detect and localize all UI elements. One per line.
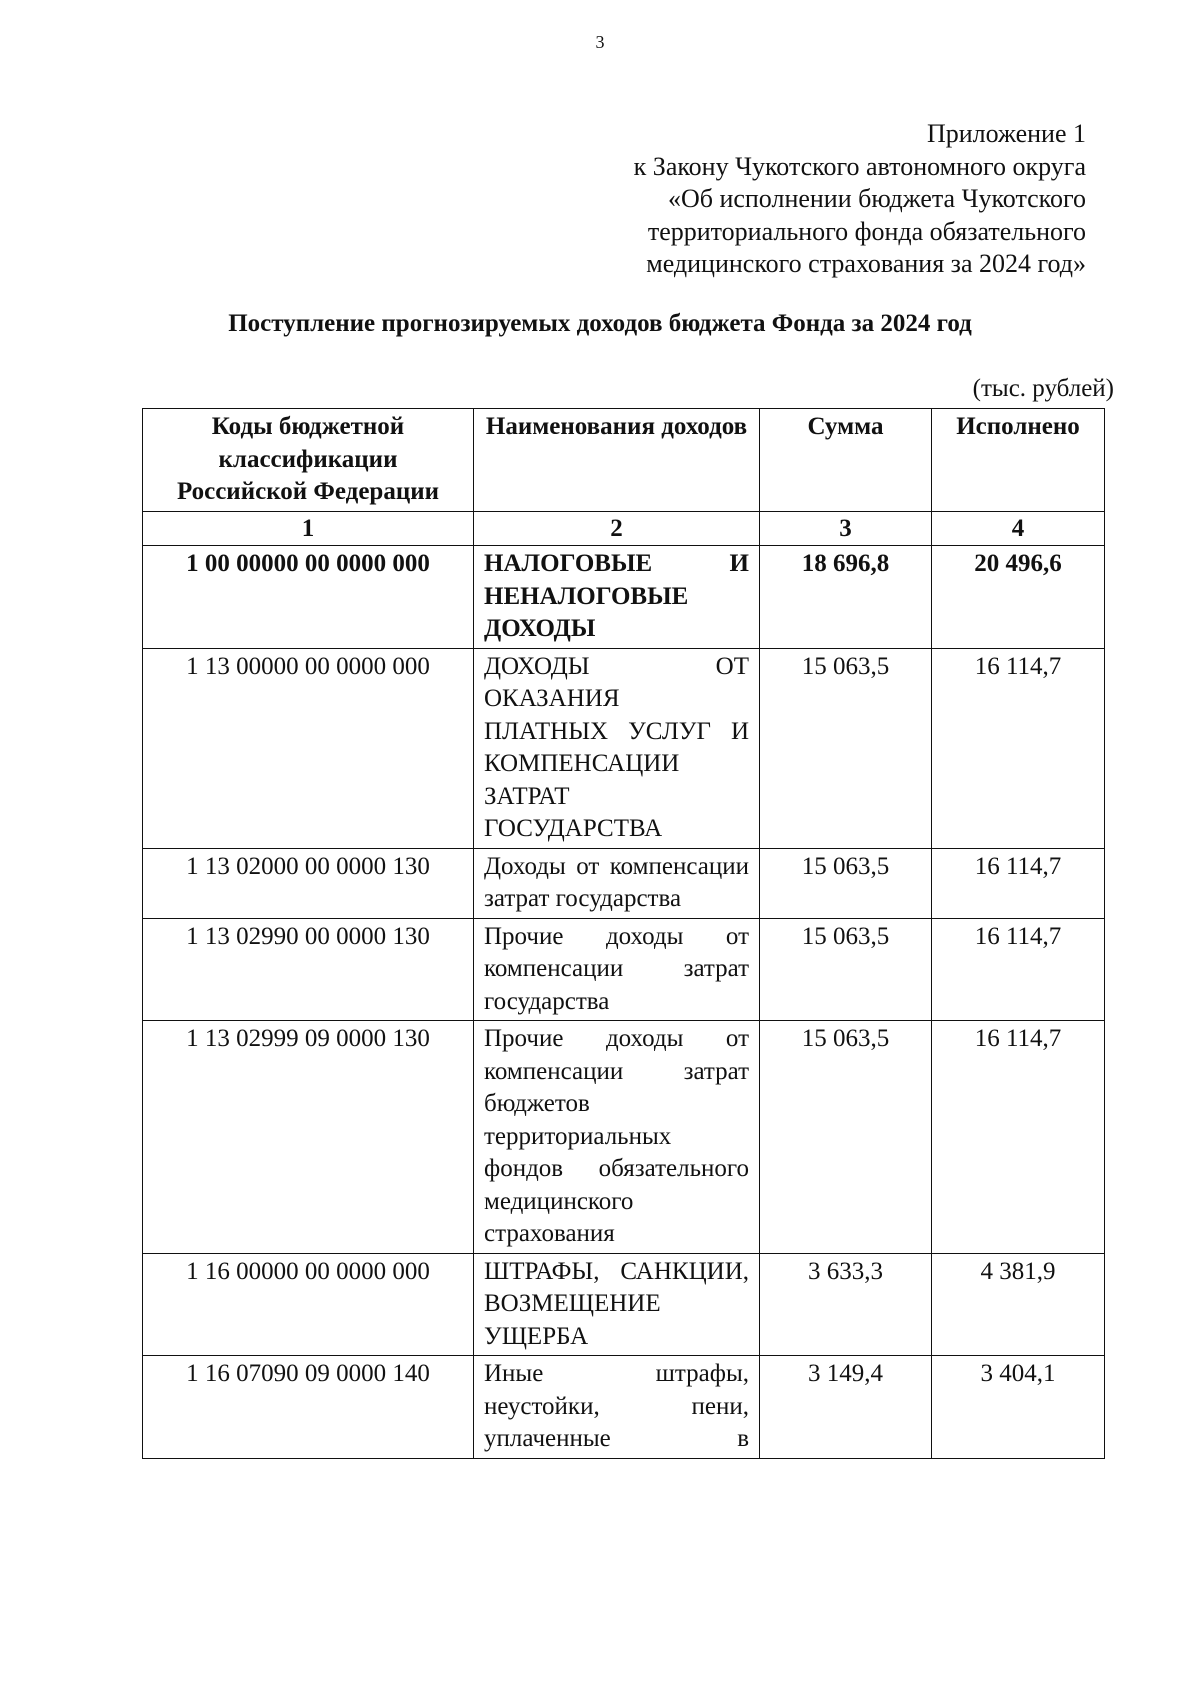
table-row: [143, 1253, 1105, 1356]
column-number: 3: [760, 511, 932, 546]
executed-sum: 3 404,1: [932, 1356, 1105, 1459]
budget-code: 1 13 02000 00 0000 130: [143, 848, 474, 918]
column-number-row: [143, 511, 1105, 546]
appendix-line: территориального фонда обязательного: [647, 216, 1086, 246]
table-header-row: [143, 409, 1105, 512]
table-row: [143, 848, 1105, 918]
budget-code: 1 16 07090 09 0000 140: [143, 1356, 474, 1459]
column-number: 2: [474, 511, 760, 546]
table-row: [143, 918, 1105, 1021]
executed-sum: 16 114,7: [932, 648, 1105, 848]
budget-code: 1 13 02990 00 0000 130: [143, 918, 474, 1021]
budget-code: 1 13 02999 09 0000 130: [143, 1021, 474, 1254]
executed-sum: 20 496,6: [932, 546, 1105, 649]
appendix-line: Приложение 1: [926, 119, 1086, 148]
planned-sum: 15 063,5: [760, 1021, 932, 1254]
table-row: [143, 1021, 1105, 1254]
income-name: Прочие доходы от компенсации затрат бюджетов территориальных фондов обязательного медицинского страхования: [474, 1021, 760, 1254]
appendix-line: медицинского страхования за 2024 год»: [646, 249, 1086, 278]
income-name: Прочие доходы от компенсации затрат государства: [474, 918, 760, 1021]
budget-code: 1 00 00000 00 0000 000: [143, 546, 474, 649]
planned-sum: 15 063,5: [760, 848, 932, 918]
income-name: НАЛОГОВЫЕ И НЕНАЛОГОВЫЕ ДОХОДЫ: [474, 546, 760, 649]
planned-sum: 18 696,8: [760, 546, 932, 649]
planned-sum: 15 063,5: [760, 648, 932, 848]
page-number: 3: [595, 32, 605, 52]
appendix-line: к Закону Чукотского автономного округа: [633, 151, 1086, 181]
table-row: [143, 1356, 1105, 1459]
header-sum: Сумма: [760, 409, 932, 512]
column-number: 1: [143, 511, 474, 546]
header-name: Наименования доходов: [474, 409, 760, 512]
table-row: [143, 648, 1105, 848]
appendix-block: [634, 118, 1086, 281]
planned-sum: 3 149,4: [760, 1356, 932, 1459]
revenue-table: [142, 408, 1105, 1459]
executed-sum: 4 381,9: [932, 1253, 1105, 1356]
executed-sum: 16 114,7: [932, 848, 1105, 918]
table-row: [143, 546, 1105, 649]
appendix-line: «Об исполнении бюджета Чукотского: [667, 184, 1086, 213]
header-done: Исполнено: [932, 409, 1105, 512]
income-name: Иные штрафы, неустойки, пени, уплаченные в: [474, 1356, 760, 1459]
document-title: Поступление прогнозируемых доходов бюджета Фонда за 2024 год: [228, 310, 972, 337]
executed-sum: 16 114,7: [932, 918, 1105, 1021]
units-label: (тыс. рублей): [972, 375, 1114, 402]
executed-sum: 16 114,7: [932, 1021, 1105, 1254]
planned-sum: 15 063,5: [760, 918, 932, 1021]
header-code: Коды бюджетной классификации Российской Федерации: [143, 409, 474, 512]
column-number: 4: [932, 511, 1105, 546]
income-name: ШТРАФЫ, САНКЦИИ, ВОЗМЕЩЕНИЕ УЩЕРБА: [474, 1253, 760, 1356]
income-name: ДОХОДЫ ОТ ОКАЗАНИЯ ПЛАТНЫХ УСЛУГ И КОМПЕНСАЦИИ ЗАТРАТ ГОСУДАРСТВА: [474, 648, 760, 848]
planned-sum: 3 633,3: [760, 1253, 932, 1356]
budget-code: 1 13 00000 00 0000 000: [143, 648, 474, 848]
budget-code: 1 16 00000 00 0000 000: [143, 1253, 474, 1356]
income-name: Доходы от компенсации затрат государства: [474, 848, 760, 918]
